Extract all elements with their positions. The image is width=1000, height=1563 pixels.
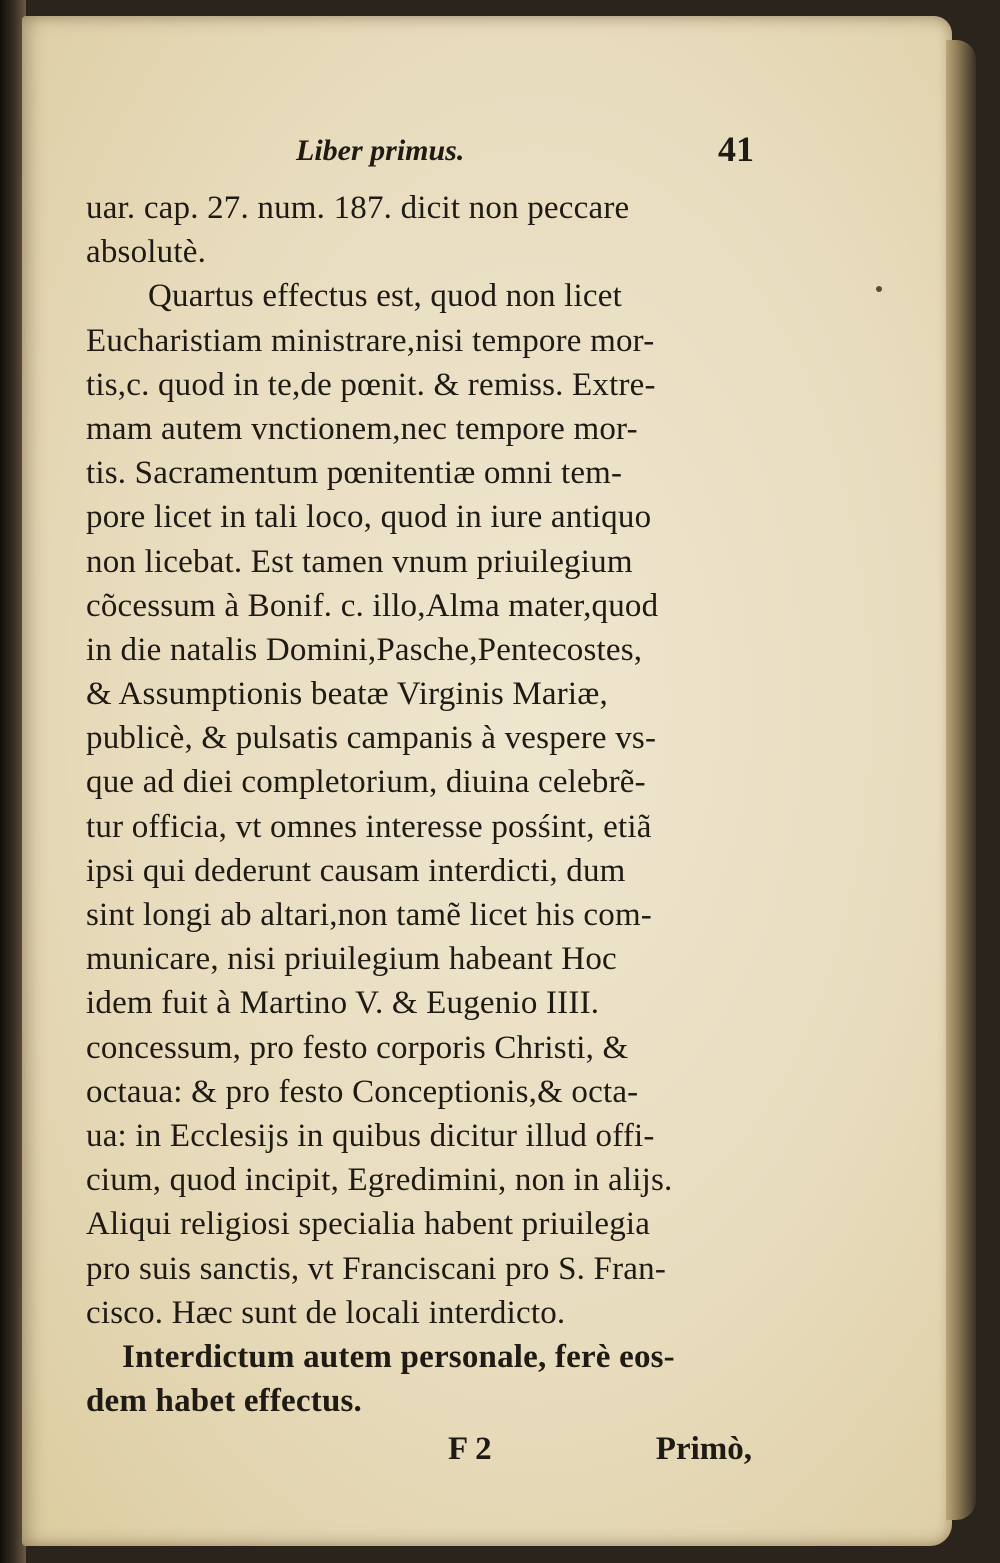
signature-mark: F 2 bbox=[448, 1431, 492, 1468]
text-line: Eucharistiam ministrare,nisi tempore mor- bbox=[86, 322, 655, 359]
text-line: & Assumptionis beatæ Virginis Mariæ, bbox=[86, 676, 608, 713]
text-block bbox=[86, 128, 766, 1481]
text-line: municare, nisi priuilegium habeant Hoc bbox=[86, 941, 617, 978]
text-line: publicè, & pulsatis campanis à vespere vs- bbox=[86, 720, 657, 757]
page-footer bbox=[86, 1431, 766, 1481]
text-line: pro suis sanctis, vt Franciscani pro S. Fran- bbox=[86, 1250, 667, 1287]
folio-number: 41 bbox=[718, 129, 754, 169]
ink-spot bbox=[876, 286, 882, 292]
catchword: Primò, bbox=[655, 1431, 752, 1468]
text-line: sint longi ab altari,non tamẽ licet his com- bbox=[86, 897, 652, 933]
text-line: Quartus effectus est, quod non licet bbox=[148, 278, 622, 315]
text-line: pore licet in tali loco, quod in iure antiquo bbox=[86, 499, 652, 536]
text-line: idem fuit à Martino V. & Eugenio IIII. bbox=[86, 985, 600, 1022]
text-line: tur officia, vt omnes interesse posśint, etiã bbox=[86, 808, 652, 845]
text-line: uar. cap. 27. num. 187. dicit non peccare bbox=[86, 190, 630, 226]
running-head bbox=[86, 128, 766, 186]
text-line: non licebat. Est tamen vnum priuilegium bbox=[86, 543, 633, 580]
text-line: mam autem vnctionem,nec tempore mor- bbox=[86, 410, 638, 447]
running-title: Liber primus. bbox=[296, 134, 465, 167]
text-line: tis. Sacramentum pœnitentiæ omni tem- bbox=[86, 455, 623, 492]
text-line: que ad diei completorium, diuina celebrẽ- bbox=[86, 764, 646, 801]
text-line: dem habet effectus. bbox=[86, 1383, 362, 1420]
text-line: cisco. Hæc sunt de locali interdicto. bbox=[86, 1294, 566, 1331]
text-line: octaua: & pro festo Conceptionis,& octa- bbox=[86, 1073, 639, 1110]
text-line: cõcessum à Bonif. c. illo,Alma mater,quod bbox=[86, 587, 659, 624]
text-line: Aliqui religiosi specialia habent priuilegia bbox=[86, 1206, 651, 1243]
text-line: ua: in Ecclesijs in quibus dicitur illud offi- bbox=[86, 1117, 655, 1154]
text-line: concessum, pro festo corporis Christi, & bbox=[86, 1029, 629, 1066]
text-line: ipsi qui dederunt causam interdicti, dum bbox=[86, 852, 626, 889]
text-line: in die natalis Domini,Pasche,Pentecostes, bbox=[86, 631, 643, 668]
text-line: absolutè. bbox=[86, 234, 207, 271]
text-line: cium, quod incipit, Egredimini, non in alijs. bbox=[86, 1162, 673, 1199]
page-fore-edge bbox=[946, 40, 976, 1520]
text-line: Interdictum autem personale, ferè eos- bbox=[122, 1338, 675, 1375]
text-line: tis,c. quod in te,de pœnit. & remiss. Extre- bbox=[86, 366, 656, 403]
